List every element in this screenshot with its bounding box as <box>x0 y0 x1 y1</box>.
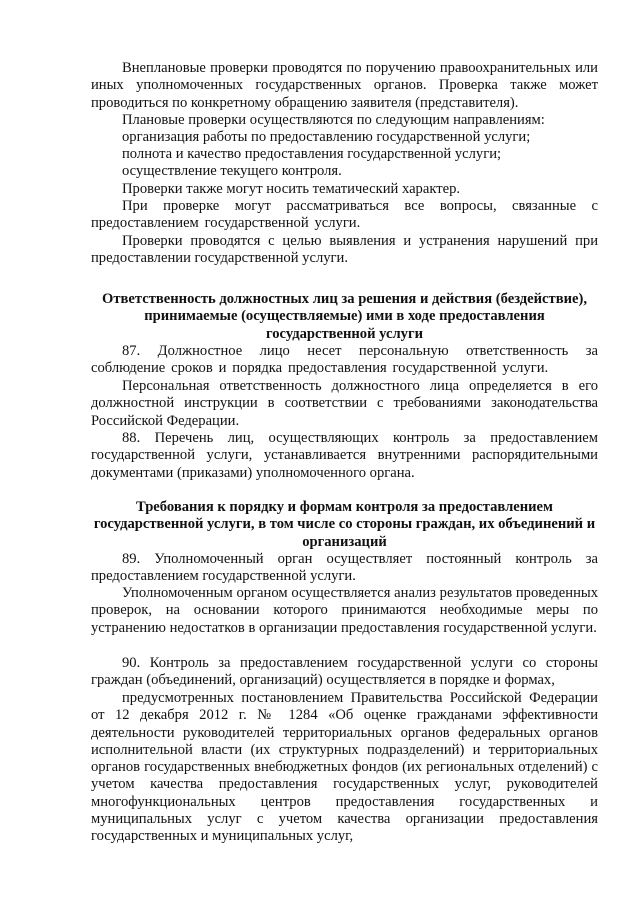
paragraph-90: 90. Контроль за предоставлением государственной услуги со стороны граждан (объединений, организаций) осуществляется в порядке и формах, <box>91 655 598 689</box>
paragraph-unscheduled-checks: Внеплановые проверки проводятся по поручению правоохранительных или иных уполномоченных государственных органов. Проверка также может проводиться по конкретному обращению заявителя (представителя). <box>91 60 598 111</box>
paragraph-purpose: Проверки проводятся с целью выявления и устранения нарушений при предоставлении государственной услуги. <box>91 233 598 267</box>
paragraph-resolution: предусмотренных постановлением Правительства Российской Федерации от 12 декабря 2012 г. № 1284 «Об оценке гражданами эффективности деятельности руководителей территориальных органов федеральных органов исполнительной власти (их структурных подразделений) и территориальных органов государственных внебюджетных фондов (их региональных отделений) с учетом качества предоставления государственных услуг, руководителей многофункциональных центров предоставления государственных и муниципальных услуг с учетом качества организации предоставления государственных и муниципальных услуг, <box>91 690 598 845</box>
list-item-organization: организация работы по предоставлению государственной услуги; <box>122 129 531 145</box>
section-heading-responsibility: Ответственность должностных лиц за решения и действия (бездействие), принимаемые (осуществляемые) ими в ходе предоставления государственной услуги <box>102 291 587 342</box>
paragraph-thematic: Проверки также могут носить тематический характер. <box>122 181 461 197</box>
paragraph-personal-responsibility: Персональная ответственность должностного лица определяется в его должностной инструкции в соответствии с требованиями законодательства Российской Федерации. <box>91 378 598 429</box>
paragraph-questions: При проверке могут рассматриваться все вопросы, связанные с предоставлением государственной услуги. <box>91 198 598 232</box>
section-heading-requirements: Требования к порядку и формам контроля за предоставлением государственной услуги, в том числе со стороны граждан, их объединений и организаций <box>93 499 596 550</box>
list-item-current-control: осуществление текущего контроля. <box>122 163 342 179</box>
paragraph-87: 87. Должностное лицо несет персональную ответственность за соблюдение сроков и порядка предоставления государственной услуги. <box>91 343 598 377</box>
paragraph-88: 88. Перечень лиц, осуществляющих контроль за предоставлением государственной услуги, устанавливается внутренними распорядительными документами (приказами) уполномоченного органа. <box>91 430 598 481</box>
paragraph-analysis: Уполномоченным органом осуществляется анализ результатов проведенных проверок, на основании которого принимаются необходимые меры по устранению недостатков в организации предоставления государственной услуги. <box>91 585 598 636</box>
paragraph-planned-checks: Плановые проверки осуществляются по следующим направлениям: <box>122 112 545 128</box>
paragraph-89: 89. Уполномоченный орган осуществляет постоянный контроль за предоставлением государственной услуги. <box>91 551 598 585</box>
list-item-completeness: полнота и качество предоставления государственной услуги; <box>122 146 502 162</box>
